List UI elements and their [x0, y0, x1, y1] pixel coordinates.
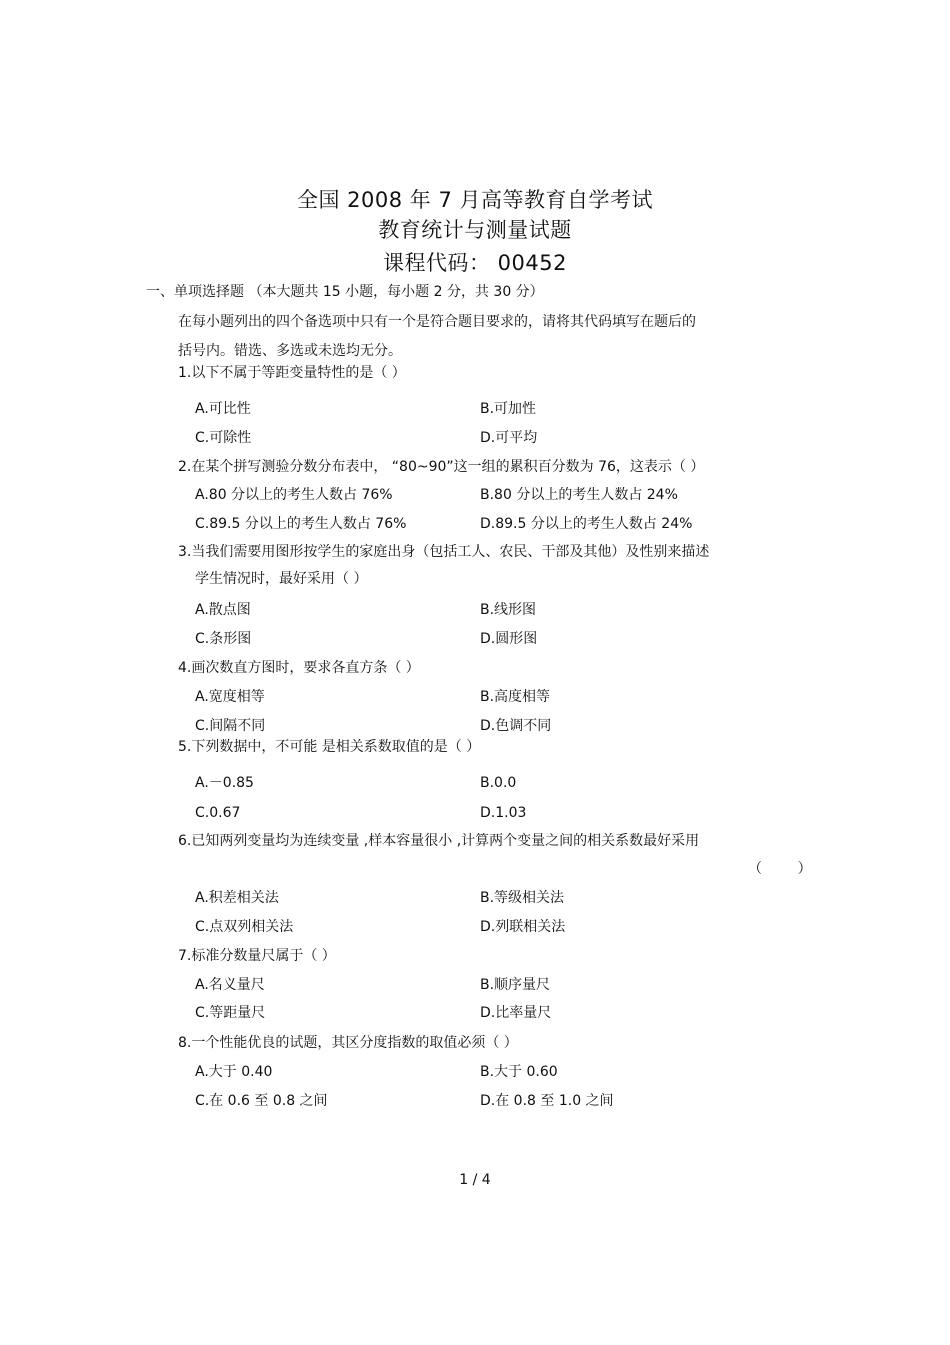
- q1-option-b: B.可加性: [480, 401, 537, 417]
- q6-option-a: A.积差相关法: [195, 890, 279, 906]
- question-5-stem: 5.下列数据中，不可能 是相关系数取值的是（ ）: [178, 739, 481, 755]
- instruction-line-2: 括号内。错选、多选或未选均无分。: [178, 343, 402, 359]
- q8-option-d: D.在 0.8 至 1.0 之间: [480, 1093, 614, 1109]
- q4-option-a: A.宽度相等: [195, 689, 265, 705]
- question-3-stem-continued: 学生情况时，最好采用（ ）: [195, 571, 368, 587]
- course-code: 课程代码： 00452: [383, 251, 567, 275]
- instruction-line-1: 在每小题列出的四个备选项中只有一个是符合题目要求的，请将其代码填写在题后的: [178, 314, 696, 330]
- page-number: 1 / 4: [459, 1172, 491, 1188]
- q2-option-b: B.80 分以上的考生人数占 24%: [480, 487, 678, 503]
- question-1-stem: 1.以下不属于等距变量特性的是（ ）: [178, 365, 406, 381]
- question-2-stem: 2.在某个拼写测验分数分布表中， “80~90”这一组的累积百分数为 76，这表示（ ）: [178, 459, 705, 475]
- q5-option-d: D.1.03: [480, 805, 527, 821]
- q6-option-d: D.列联相关法: [480, 919, 566, 935]
- exam-subject: 教育统计与测量试题: [378, 218, 572, 242]
- section-heading: 一、单项选择题 （本大题共 15 小题，每小题 2 分，共 30 分）: [146, 284, 544, 300]
- question-3-stem: 3.当我们需要用图形按学生的家庭出身（包括工人、农民、干部及其他）及性别来描述: [178, 544, 710, 560]
- question-4-stem: 4.画次数直方图时，要求各直方条（ ）: [178, 660, 420, 676]
- q1-option-c: C.可除性: [195, 430, 252, 446]
- q1-option-a: A.可比性: [195, 401, 251, 417]
- q3-option-c: C.条形图: [195, 631, 252, 647]
- q2-option-a: A.80 分以上的考生人数占 76%: [195, 487, 393, 503]
- q7-option-d: D.比率量尺: [480, 1005, 552, 1021]
- question-6-stem: 6.已知两列变量均为连续变量 ,样本容量很小 ,计算两个变量之间的相关系数最好采用: [178, 833, 700, 849]
- q7-option-a: A.名义量尺: [195, 977, 265, 993]
- q5-option-a: A.－0.85: [195, 775, 254, 791]
- q8-option-a: A.大于 0.40: [195, 1064, 273, 1080]
- q6-answer-parentheses: （ ）: [748, 861, 812, 877]
- q3-option-b: B.线形图: [480, 602, 537, 618]
- q6-option-c: C.点双列相关法: [195, 919, 294, 935]
- q4-option-b: B.高度相等: [480, 689, 551, 705]
- q4-option-c: C.间隔不同: [195, 718, 266, 734]
- q5-option-c: C.0.67: [195, 805, 241, 821]
- q8-option-b: B.大于 0.60: [480, 1064, 558, 1080]
- q2-option-c: C.89.5 分以上的考生人数占 76%: [195, 516, 407, 532]
- q3-option-d: D.圆形图: [480, 631, 538, 647]
- question-8-stem: 8.一个性能优良的试题，其区分度指数的取值必须（ ）: [178, 1035, 518, 1051]
- question-7-stem: 7.标准分数量尺属于（ ）: [178, 948, 336, 964]
- q7-option-c: C.等距量尺: [195, 1005, 266, 1021]
- q8-option-c: C.在 0.6 至 0.8 之间: [195, 1093, 328, 1109]
- q6-option-b: B.等级相关法: [480, 890, 565, 906]
- q1-option-d: D.可平均: [480, 430, 538, 446]
- q7-option-b: B.顺序量尺: [480, 977, 551, 993]
- exam-title: 全国 2008 年 7 月高等教育自学考试: [296, 188, 653, 212]
- q5-option-b: B.0.0: [480, 775, 517, 791]
- q2-option-d: D.89.5 分以上的考生人数占 24%: [480, 516, 693, 532]
- q3-option-a: A.散点图: [195, 602, 251, 618]
- q4-option-d: D.色调不同: [480, 718, 552, 734]
